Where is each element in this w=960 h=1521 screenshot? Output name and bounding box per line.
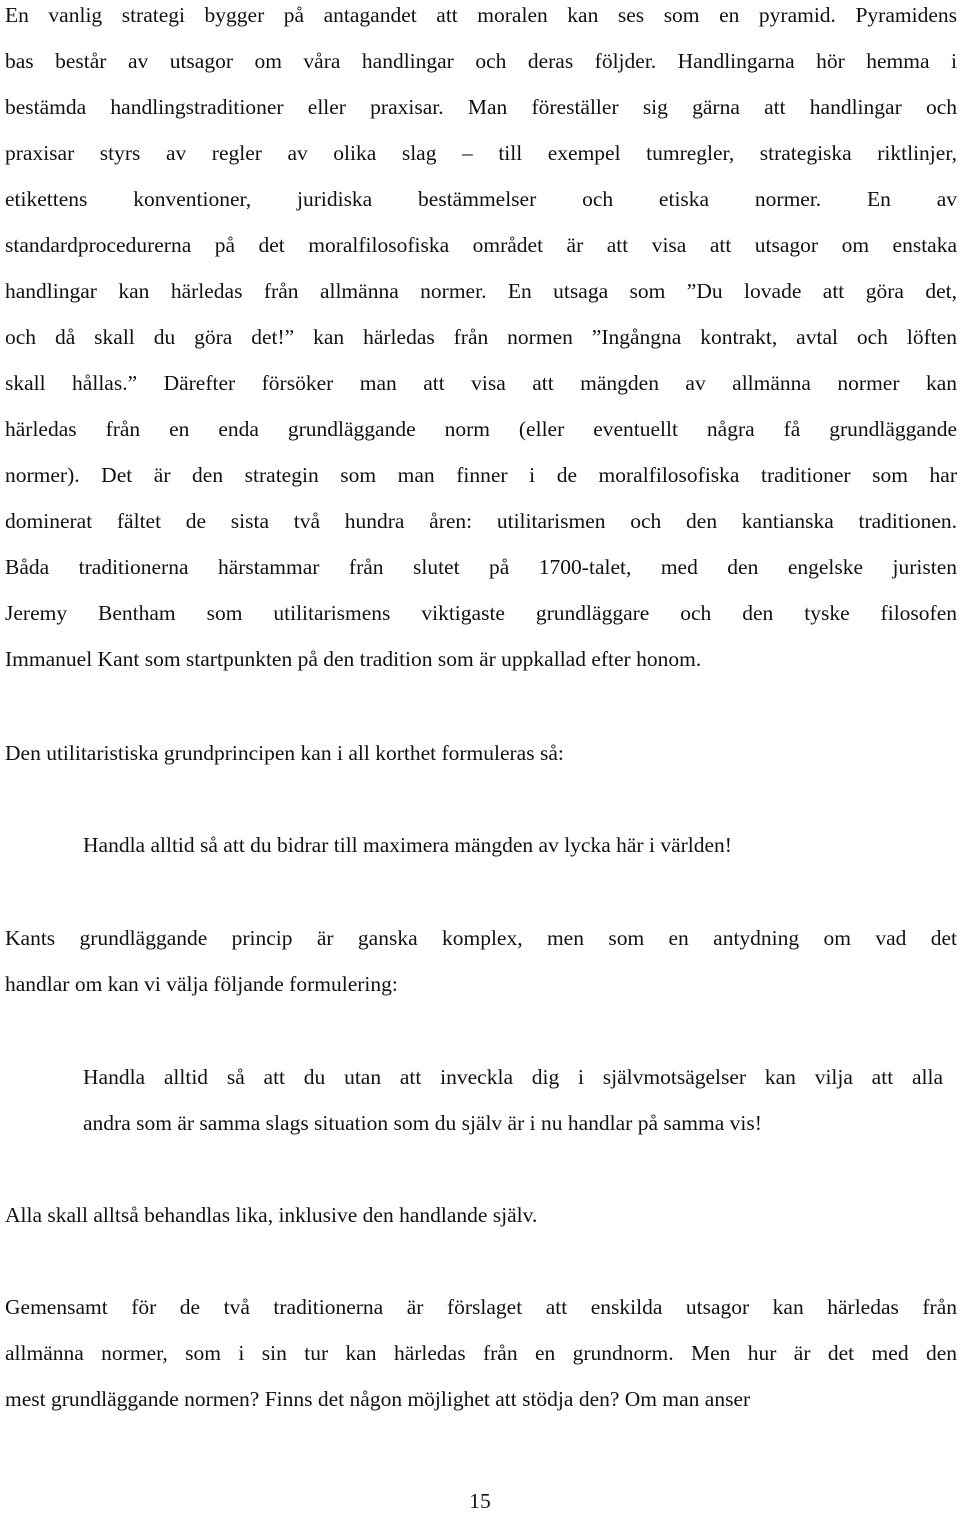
text-line: härledas från en enda grundläggande norm (eller eventuellt några få grundläggande [5, 417, 957, 441]
text-line: bestämda handlingstraditioner eller praxisar. Man föreställer sig gärna att handlingar och [5, 95, 957, 119]
text-line: standardprocedurerna på det moralfilosofiska området är att visa att utsagor om enstaka [5, 233, 957, 257]
text-line: Handla alltid så att du bidrar till maximera mängden av lycka här i världen! [83, 833, 732, 857]
page-number: 15 [469, 1489, 491, 1513]
text-line: dominerat fältet de sista två hundra åren: utilitarismen och den kantianska traditionen. [5, 509, 957, 533]
paragraph-equal-treatment [5, 1192, 957, 1238]
text-line: Alla skall alltså behandlas lika, inklusive den handlande själv. [5, 1203, 538, 1227]
paragraph-utilitarian-intro [5, 730, 957, 776]
paragraph-kant-intro [5, 915, 957, 1007]
text-line: Båda traditionerna härstammar från slutet på 1700-talet, med den engelske juristen [5, 555, 957, 579]
paragraph-common-traits [5, 1284, 957, 1422]
text-line: Kants grundläggande princip är ganska komplex, men som en antydning om vad det [5, 926, 957, 950]
text-line: och då skall du göra det!” kan härledas från normen ”Ingångna kontrakt, avtal och löften [5, 325, 957, 349]
text-line: praxisar styrs av regler av olika slag – till exempel tumregler, strategiska riktlinjer, [5, 141, 957, 165]
text-line: normer). Det är den strategin som man finner i de moralfilosofiska traditioner som har [5, 463, 957, 487]
text-line: Jeremy Bentham som utilitarismens viktigaste grundläggare och den tyske filosofen [5, 601, 957, 625]
quote-utilitarian-principle [83, 822, 943, 868]
text-line: bas består av utsagor om våra handlingar och deras följder. Handlingarna hör hemma i [5, 49, 957, 73]
text-line: Handla alltid så att du utan att inveckla dig i självmotsägelser kan vilja att alla [83, 1065, 943, 1089]
text-line: En vanlig strategi bygger på antagandet att moralen kan ses som en pyramid. Pyramidens [5, 3, 957, 27]
text-line: mest grundläggande normen? Finns det någon möjlighet att stödja den? Om man anser [5, 1387, 751, 1411]
text-line: etikettens konventioner, juridiska bestämmelser och etiska normer. En av [5, 187, 957, 211]
text-line: handlar om kan vi välja följande formulering: [5, 972, 398, 996]
paragraph-pyramid-strategy [5, 0, 957, 682]
quote-kant-principle [83, 1054, 943, 1146]
text-line: skall hållas.” Därefter försöker man att visa att mängden av allmänna normer kan [5, 371, 957, 395]
text-line: andra som är samma slags situation som du själv är i nu handlar på samma vis! [83, 1111, 762, 1135]
text-line: Den utilitaristiska grundprincipen kan i all korthet formuleras så: [5, 741, 564, 765]
text-line: Immanuel Kant som startpunkten på den tradition som är uppkallad efter honom. [5, 647, 702, 671]
text-line: allmänna normer, som i sin tur kan härledas från en grundnorm. Men hur är det med den [5, 1341, 957, 1365]
text-line: handlingar kan härledas från allmänna normer. En utsaga som ”Du lovade att göra det, [5, 279, 957, 303]
text-line: Gemensamt för de två traditionerna är förslaget att enskilda utsagor kan härledas från [5, 1295, 957, 1319]
